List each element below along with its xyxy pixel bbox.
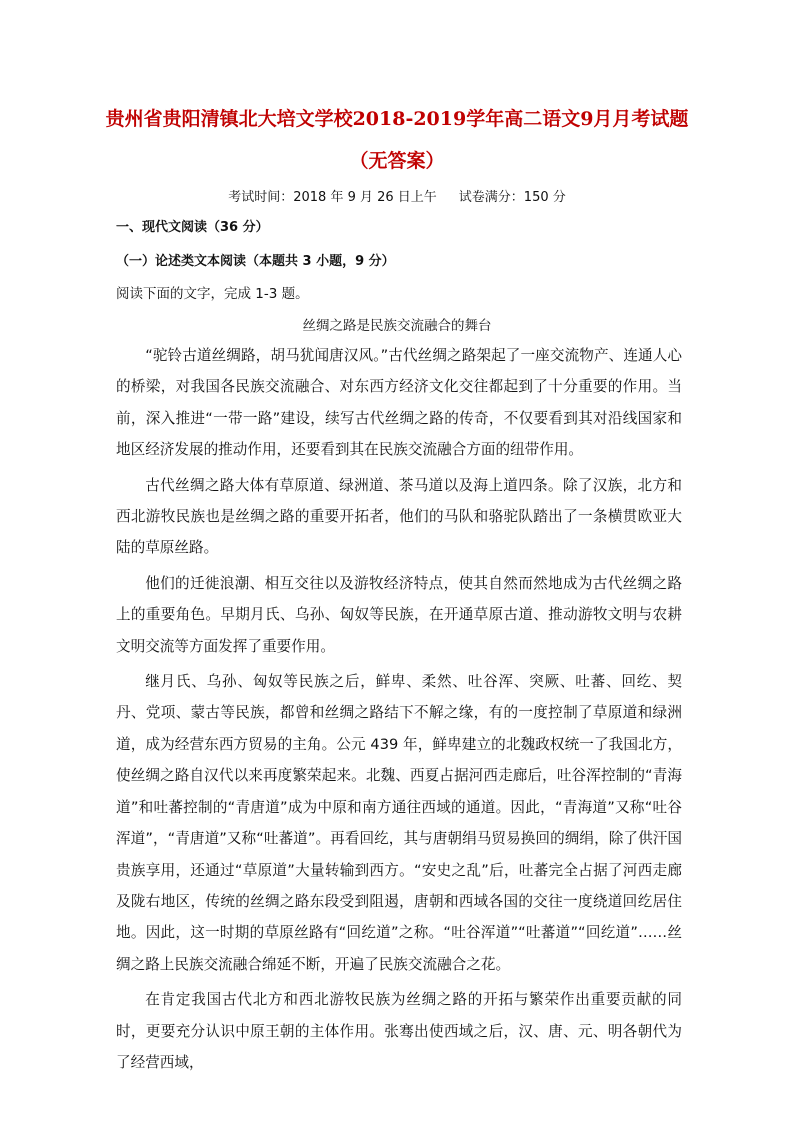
section-heading: 一、现代文阅读（36 分） (116, 220, 269, 235)
exam-meta (0, 186, 794, 205)
exam-time: 考试时间：2018 年 9 月 26 日上午 (228, 190, 437, 205)
full-score: 试卷满分：150 分 (458, 190, 566, 205)
paragraph: “驼铃古道丝绸路，胡马犹闻唐汉风。”古代丝绸之路架起了一座交流物产、连通人心的桥梁，对我国各民族交流融合、对东西方经济文化交往都起到了十分重要的作用。当前，深入推进“一带一路”建设，续写古代丝绸之路的传奇，不仅要看到其对沿线国家和地区经济发展的推动作用，还要看到其在民族交流融合方面的纽带作用。 (116, 347, 682, 459)
paragraph: 继月氏、乌孙、匈奴等民族之后，鲜卑、柔然、吐谷浑、突厥、吐蕃、回纥、契丹、党项、蒙古等民族，都曾和丝绸之路结下不解之缘，有的一度控制了草原道和绿洲道，成为经营东西方贸易的主角。公元 439 年，鲜卑建立的北魏政权统一了我国北方，使丝绸之路自汉代以来再度繁荣起来。北魏、西夏占据河西走廊后，吐谷浑控制的“青海道”和吐蕃控制的“青唐道”成为中原和南方通往西域的通道。因此，“青海道”又称“吐谷浑道”，“青唐道”又称“吐蕃道”。再看回纥，其与唐朝绢马贸易换回的绸绢，除了供汗国贵族享用，还通过“草原道”大量转输到西方。“安史之乱”后，吐蕃完全占据了河西走廊及陇右地区，传统的丝绸之路东段受到阻遏，唐朝和西域各国的交往一度绕道回纥居住地。因此，这一时期的草原丝路有“回纥道”之称。“吐谷浑道”“吐蕃道”“回纥道”……丝绸之路上民族交流融合绵延不断，开遍了民族交流融合之花。 (116, 673, 682, 973)
paragraph: 古代丝绸之路大体有草原道、绿洲道、茶马道以及海上道四条。除了汉族，北方和西北游牧民族也是丝绸之路的重要开拓者，他们的马队和骆驼队踏出了一条横贯欧亚大陆的草原丝路。 (116, 476, 682, 557)
paragraph: 在肯定我国古代北方和西北游牧民族为丝绸之路的开拓与繁荣作出重要贡献的同时，更要充分认识中原王朝的主体作用。张骞出使西域之后，汉、唐、元、明各朝代为了经营西域， (116, 991, 682, 1071)
subsection-heading: （一）论述类文本阅读（本题共 3 小题，9 分） (116, 254, 395, 269)
article-body (116, 340, 682, 1082)
reading-instruction: 阅读下面的文字，完成 1-3 题。 (116, 286, 309, 302)
document-title-suffix: （无答案） (349, 150, 445, 172)
document-title: 贵州省贵阳清镇北大培文学校2018-2019学年高二语文9月月考试题 (105, 108, 689, 130)
paragraph: 他们的迁徙浪潮、相互交往以及游牧经济特点，使其自然而然地成为古代丝绸之路上的重要角色。早期月氏、乌孙、匈奴等民族，在开通草原古道、推动游牧文明与农耕文明交流等方面发挥了重要作用。 (116, 574, 682, 655)
article-title: 丝绸之路是民族交流融合的舞台 (302, 318, 492, 334)
